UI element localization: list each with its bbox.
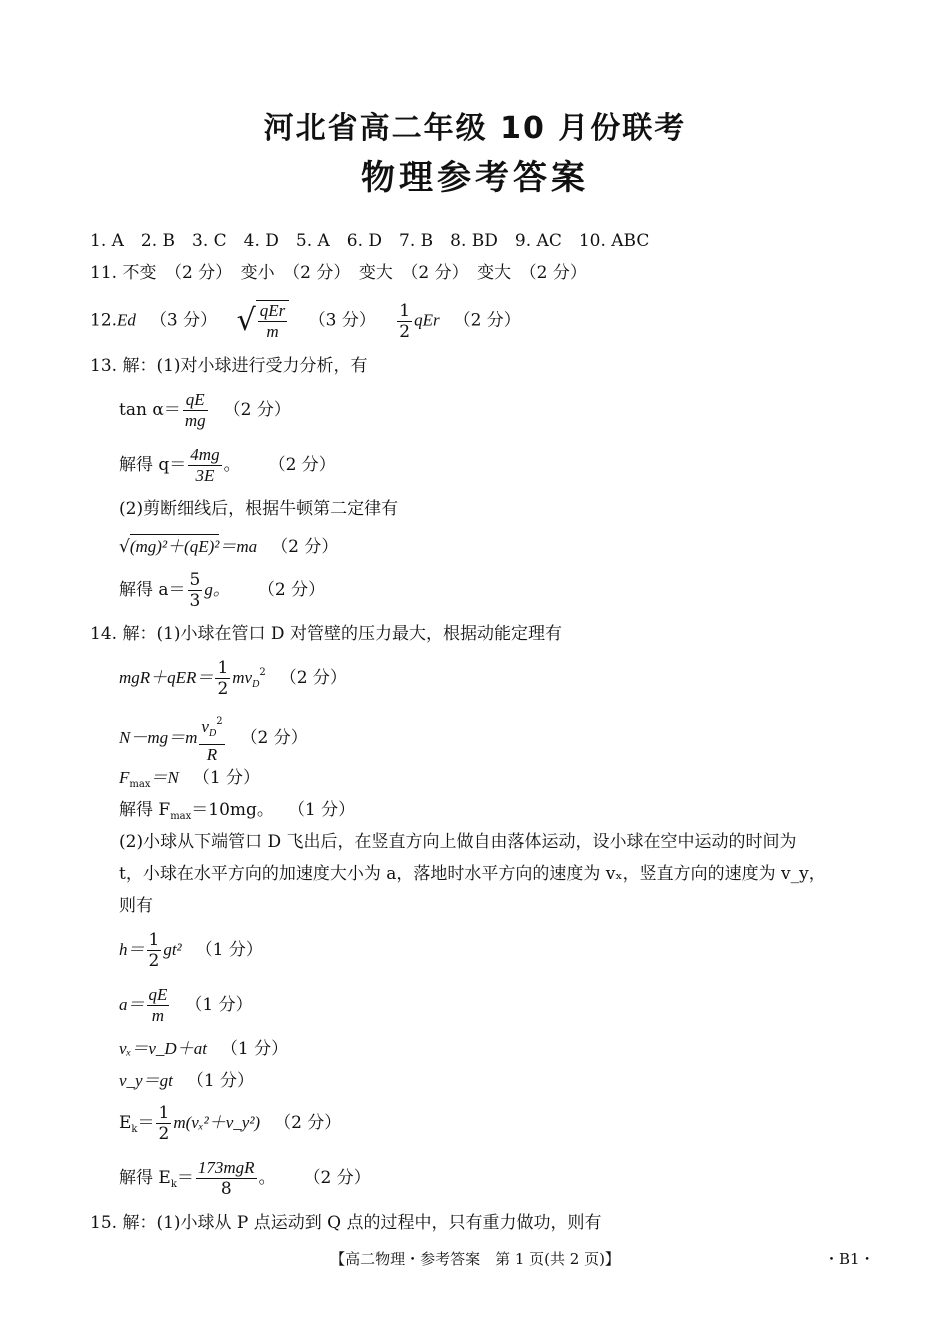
q11-answer: 11. 不变 （2 分） 变小 （2 分） 变大 （2 分） 变大 （2 分） (90, 263, 587, 283)
q14-eq6: a＝ $\frac{qE}{m}$ （1 分） (119, 985, 253, 1025)
q13-eq1: tan α＝ $\frac{qE}{mg}$ （2 分） (119, 390, 291, 430)
q14-part2-line2: t，小球在水平方向的加速度大小为 a，落地时水平方向的速度为 vₓ，竖直方向的速度为 v_y， (119, 864, 826, 884)
q14-part2-line1: (2)小球从下端管口 D 飞出后，在竖直方向上做自由落体运动，设小球在空中运动的时间为 (119, 832, 797, 852)
q15-heading: 15. 解：(1)小球从 P 点运动到 Q 点的过程中，只有重力做功，则有 (90, 1213, 602, 1233)
q14-eq2: N－mg＝m $\frac{v_D^2}{R}$ （2 分） (119, 712, 308, 765)
q13-eq2: 解得 q＝ $\frac{4mg}{3E}$ 。 （2 分） (119, 445, 336, 485)
page-code: ・B1・ (824, 1250, 875, 1268)
q14-eq1: mgR＋qER＝ $\frac{1}{2}$ $mv_D^2$ （2 分） (119, 658, 347, 699)
q14-eq10: 解得 $E_k=$ $\frac{\text{173mgR}}{8}$ 。 （2 分） (119, 1158, 371, 1199)
q13-heading: 13. 解：(1)对小球进行受力分析，有 (90, 356, 368, 376)
sqrt-expression: √ $\frac{\text{qEr}}{m}$ (237, 300, 290, 342)
q12-answer: 12.Ed （3 分） √ $\frac{\text{qEr}}{m}$ （3 分） $\frac{1}{2}$ qEr （2 分） (90, 300, 521, 342)
q14-eq4: 解得 $F_{max}=10mg$。 （1 分） (119, 800, 356, 822)
q14-eq7: vₓ＝v_D＋at （1 分） (119, 1039, 289, 1059)
fraction: $\frac{1}{2}$ (399, 300, 411, 342)
q14-eq9: $E_k=$ $\frac{1}{2}$ m(vₓ²＋v_y²) （2 分） (119, 1103, 342, 1144)
q13-part2: (2)剪断细线后，根据牛顿第二定律有 (119, 499, 399, 519)
doc-subtitle: 物理参考答案 (361, 158, 589, 198)
q13-eq4: 解得 a＝ $\frac{5}{3}$ g。 （2 分） (119, 570, 326, 611)
q14-eq3: $F_{max}=N$ （1 分） (119, 768, 261, 790)
q14-eq5: h＝ $\frac{1}{2}$ gt² （1 分） (119, 930, 263, 971)
q14-heading: 14. 解：(1)小球在管口 D 对管壁的压力最大，根据动能定理有 (90, 624, 562, 644)
doc-title: 河北省高二年级 10 月份联考 (263, 111, 687, 146)
q14-eq8: v_y＝gt （1 分） (119, 1071, 255, 1091)
q14-part2-line3: 则有 (119, 896, 153, 916)
q13-eq3: √(mg)²＋(qE)²＝ma （2 分） (119, 534, 338, 558)
page-footer: 【高二物理・参考答案 第 1 页(共 2 页)】 (330, 1250, 620, 1268)
mc-answers: 1. A 2. B 3. C 4. D 5. A 6. D 7. B 8. BD 9. AC 10. ABC (90, 231, 650, 251)
